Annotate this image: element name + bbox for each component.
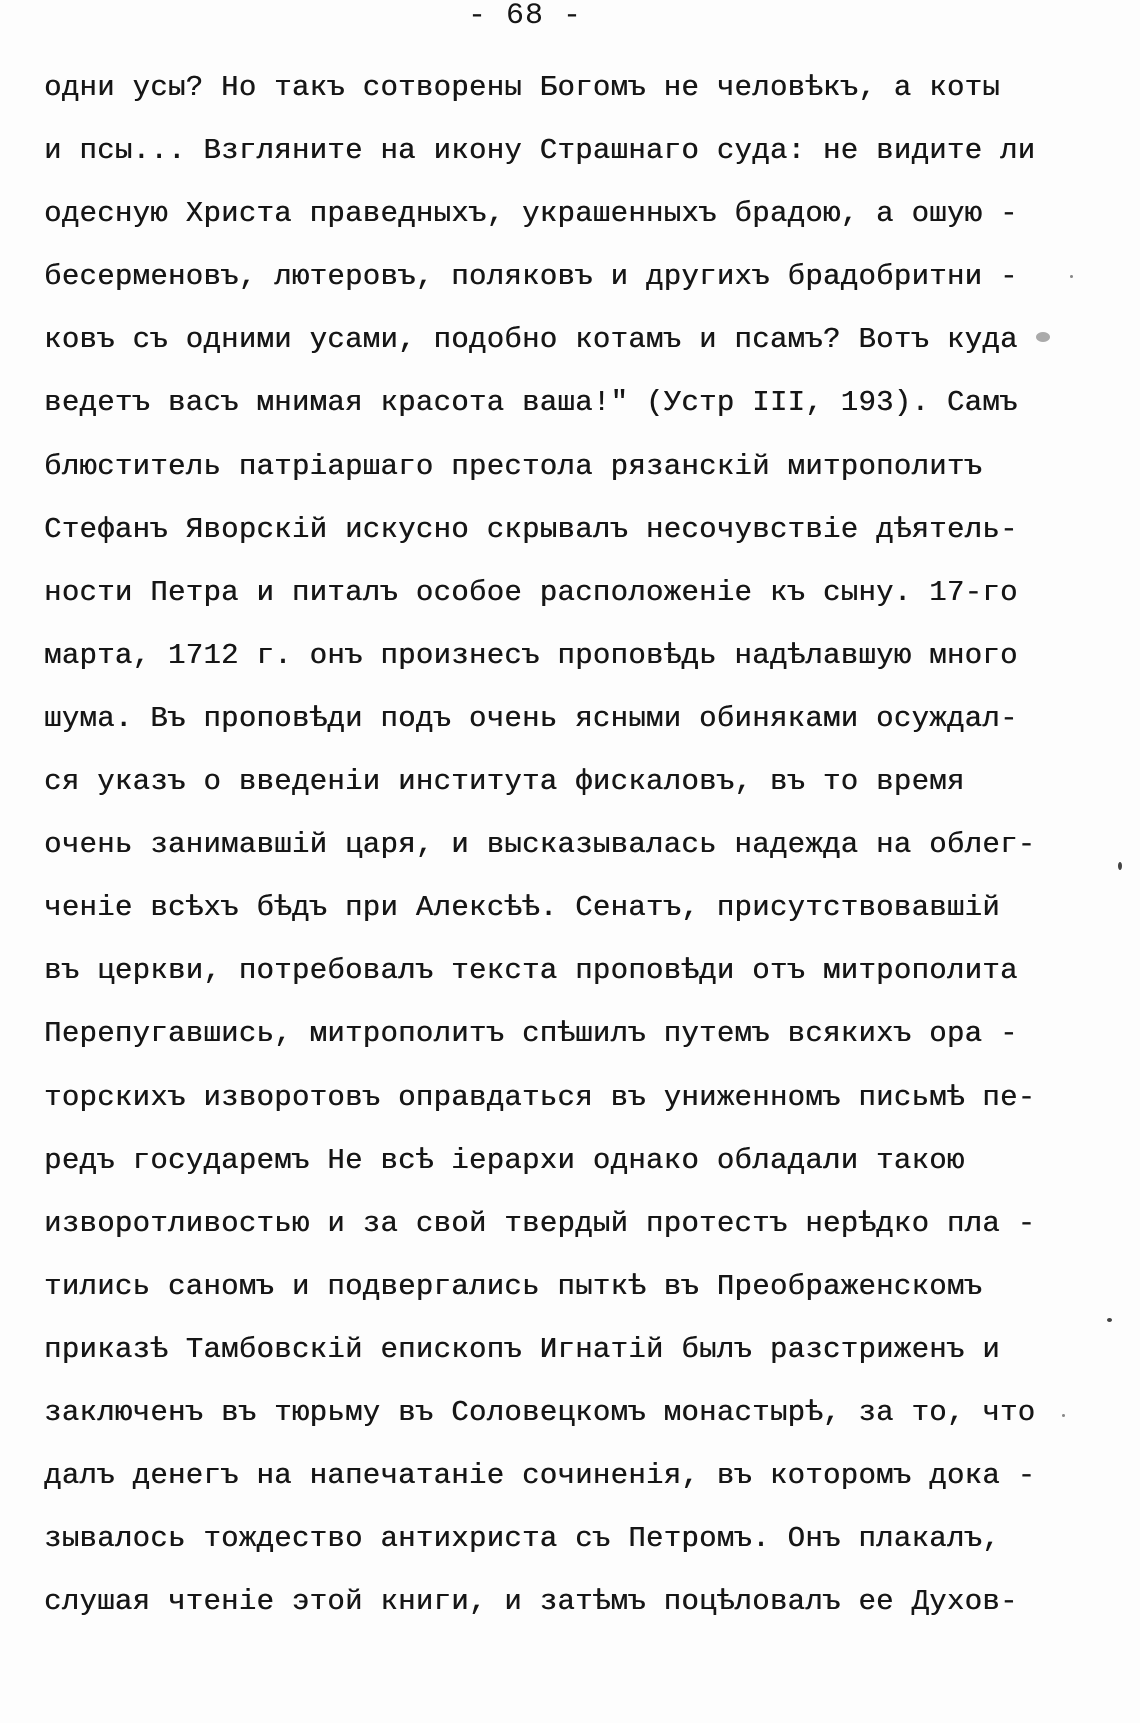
text-line: блюститель патріаршаго престола рязанскій митрополитъ bbox=[44, 449, 983, 483]
scan-speck bbox=[1070, 275, 1073, 278]
text-line: редъ государемъ Не всѣ іерархи однако обладали такою bbox=[44, 1143, 965, 1177]
text-line: изворотливостью и за свой твердый протестъ нерѣдко пла - bbox=[44, 1206, 1036, 1240]
text-line: одесную Христа праведныхъ, украшенныхъ брадою, а ошую - bbox=[44, 197, 1018, 231]
text-line: шума. Въ проповѣди подъ очень ясными обиняками осуждал- bbox=[44, 701, 1018, 735]
text-line: въ церкви, потребовалъ текста проповѣди отъ митрополита bbox=[44, 954, 1018, 988]
text-line: слушая чтеніе этой книги, и затѣмъ поцѣловалъ ее Духов- bbox=[44, 1585, 1018, 1619]
scan-speck bbox=[1118, 862, 1122, 870]
text-line: Стефанъ Яворскій искусно скрывалъ несочувствіе дѣятель- bbox=[44, 512, 1018, 546]
text-line: заключенъ въ тюрьму въ Соловецкомъ монастырѣ, за то, что bbox=[44, 1395, 1036, 1429]
text-line: тились саномъ и подвергались пыткѣ въ Преображенскомъ bbox=[44, 1269, 983, 1303]
text-line: приказѣ Тамбовскій епископъ Игнатій былъ разстриженъ и bbox=[44, 1332, 1000, 1366]
text-line: ведетъ васъ мнимая красота ваша!" (Устр III, 193). Самъ bbox=[44, 386, 1018, 420]
text-line: торскихъ изворотовъ оправдаться въ униженномъ письмѣ пе- bbox=[44, 1080, 1036, 1114]
text-line: зывалось тождество антихриста съ Петромъ. Онъ плакалъ, bbox=[44, 1522, 1000, 1556]
text-line: ковъ съ одними усами, подобно котамъ и псамъ? Вотъ куда bbox=[44, 323, 1018, 357]
text-line: одни усы? Но такъ сотворены Богомъ не человѣкъ, а коты bbox=[44, 71, 1000, 104]
text-line: ся указъ о введеніи института фискаловъ, въ то время bbox=[44, 765, 965, 799]
text-line: ченіе всѣхъ бѣдъ при Алексѣѣ. Сенатъ, присутствовавшій bbox=[44, 891, 1000, 925]
text-line: Перепугавшись, митрополитъ спѣшилъ путемъ всякихъ ора - bbox=[44, 1017, 1018, 1051]
text-line: и псы... Взгляните на икону Страшнаго суда: не видите ли bbox=[44, 134, 1036, 168]
text-line: ности Петра и питалъ особое расположеніе къ сыну. 17-го bbox=[44, 575, 1018, 609]
scan-speck bbox=[1036, 332, 1050, 342]
page-number: - 68 - bbox=[467, 0, 583, 33]
text-line: далъ денегъ на напечатаніе сочиненія, въ которомъ дока - bbox=[44, 1459, 1036, 1493]
text-line: очень занимавшій царя, и высказывалась надежда на облег- bbox=[44, 828, 1036, 862]
text-line: марта, 1712 г. онъ произнесъ проповѣдь надѣлавшую много bbox=[44, 638, 1018, 672]
scan-speck bbox=[1107, 1318, 1112, 1322]
text-line: бесерменовъ, лютеровъ, поляковъ и другихъ брадобритни - bbox=[44, 260, 1018, 294]
scan-speck bbox=[1062, 1414, 1065, 1417]
body-text bbox=[44, 56, 1044, 1633]
